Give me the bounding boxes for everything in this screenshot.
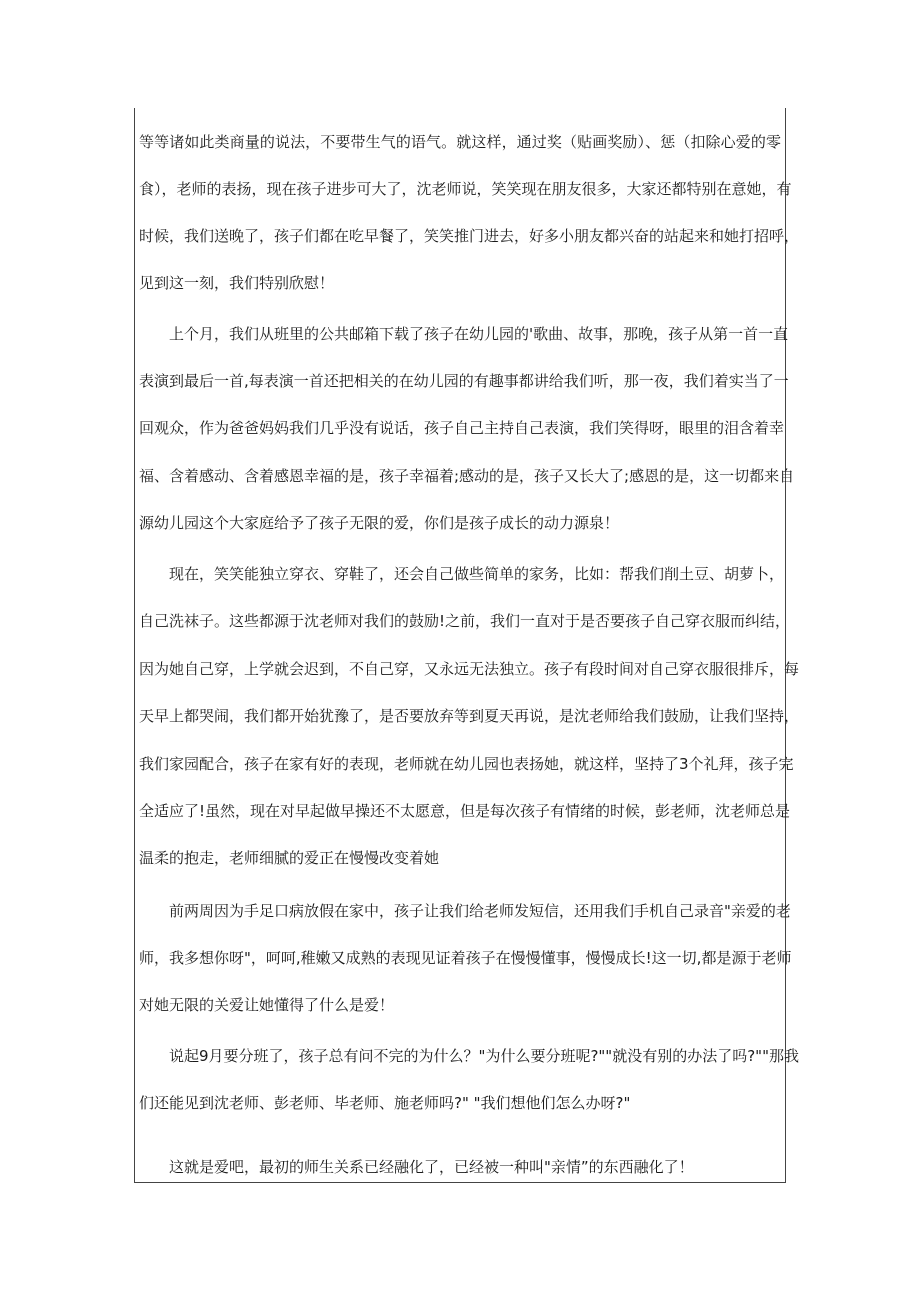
paragraph-1-line-3: 时候，我们送晚了，孩子们都在吃早餐了，笑笑推门进去，好多小朋友都兴奋的站起来和她打招呼，	[139, 227, 800, 245]
paragraph-3-line-7: 温柔的抱走，老师细腻的爱正在慢慢改变着她	[139, 849, 440, 867]
paragraph-2-line-3: 回观众，作为爸爸妈妈我们几乎没有说话，孩子自己主持自己表演，我们笑得呀，眼里的泪含着幸	[139, 419, 785, 437]
paragraph-3-line-4: 天早上都哭闹，我们都开始犹豫了，是否要放弃等到夏天再说，是沈老师给我们鼓励，让我们坚持，	[139, 707, 800, 725]
paragraph-2-line-1: 上个月，我们从班里的公共邮箱下载了孩子在幼儿园的'歌曲、故事，那晚，孩子从第一首一直	[169, 325, 789, 343]
paragraph-5-line-1: 说起9月要分班了，孩子总有问不完的为什么？"为什么要分班呢?""就没有别的办法了吗?""那我	[169, 1047, 799, 1065]
paragraph-1-line-2: 食），老师的表扬，现在孩子进步可大了，沈老师说，笑笑现在朋友很多，大家还都特别在意她，有	[139, 180, 792, 198]
paragraph-5-line-2: 们还能见到沈老师、彭老师、毕老师、施老师吗?" "我们想他们怎么办呀?"	[139, 1094, 631, 1112]
paragraph-4-line-2: 师，我多想你呀"，呵呵,稚嫩又成熟的表现见证着孩子在慢慢懂事，慢慢成长!这一切,都是源于老师	[139, 949, 792, 967]
paragraph-2-line-5: 源幼儿园这个大家庭给予了孩子无限的爱，你们是孩子成长的动力源泉！	[139, 514, 620, 532]
paragraph-3-line-1: 现在，笑笑能独立穿衣、穿鞋了，还会自己做些简单的家务，比如：帮我们削土豆、胡萝卜，	[169, 565, 785, 583]
paragraph-6-line-1: 这就是爱吧，最初的师生关系已经融化了，已经被一种叫"亲情”的东西融化了！	[169, 1158, 694, 1176]
paragraph-3-line-5: 我们家园配合，孩子在家有好的表现，老师就在幼儿园也表扬她，就这样，坚持了3个礼拜，孩子完	[139, 755, 794, 773]
paragraph-3-line-2: 自己洗袜子。这些都源于沈老师对我们的鼓励!之前，我们一直对于是否要孩子自己穿衣服而纠结，	[139, 612, 791, 630]
paragraph-2-line-2: 表演到最后一首,每表演一首还把相关的在幼儿园的有趣事都讲给我们听，那一夜，我们着实当了一	[139, 372, 789, 390]
paragraph-1-line-1: 等等诸如此类商量的说法，不要带生气的语气。就这样，通过奖（贴画奖励）、惩（扣除心爱的零	[139, 133, 781, 151]
paragraph-4-line-1: 前两周因为手足口病放假在家中，孩子让我们给老师发短信，还用我们手机自己录音"亲爱的老	[169, 902, 791, 920]
paragraph-3-line-3: 因为她自己穿，上学就会迟到，不自己穿，又永远无法独立。孩子有段时间对自己穿衣服很排斥，每	[139, 660, 800, 678]
page-frame	[134, 108, 800, 1183]
paragraph-1-line-4: 见到这一刻，我们特别欣慰！	[139, 274, 335, 292]
paragraph-4-line-3: 对她无限的关爱让她懂得了什么是爱！	[139, 996, 395, 1014]
paragraph-2-line-4: 福、含着感动、含着感恩幸福的是，孩子幸福着;感动的是，孩子又长大了;感恩的是，这一切都来自	[139, 467, 795, 485]
paragraph-3-line-6: 全适应了!虽然，现在对早起做早操还不太愿意，但是每次孩子有情绪的时候，彭老师，沈老师总是	[139, 802, 791, 820]
